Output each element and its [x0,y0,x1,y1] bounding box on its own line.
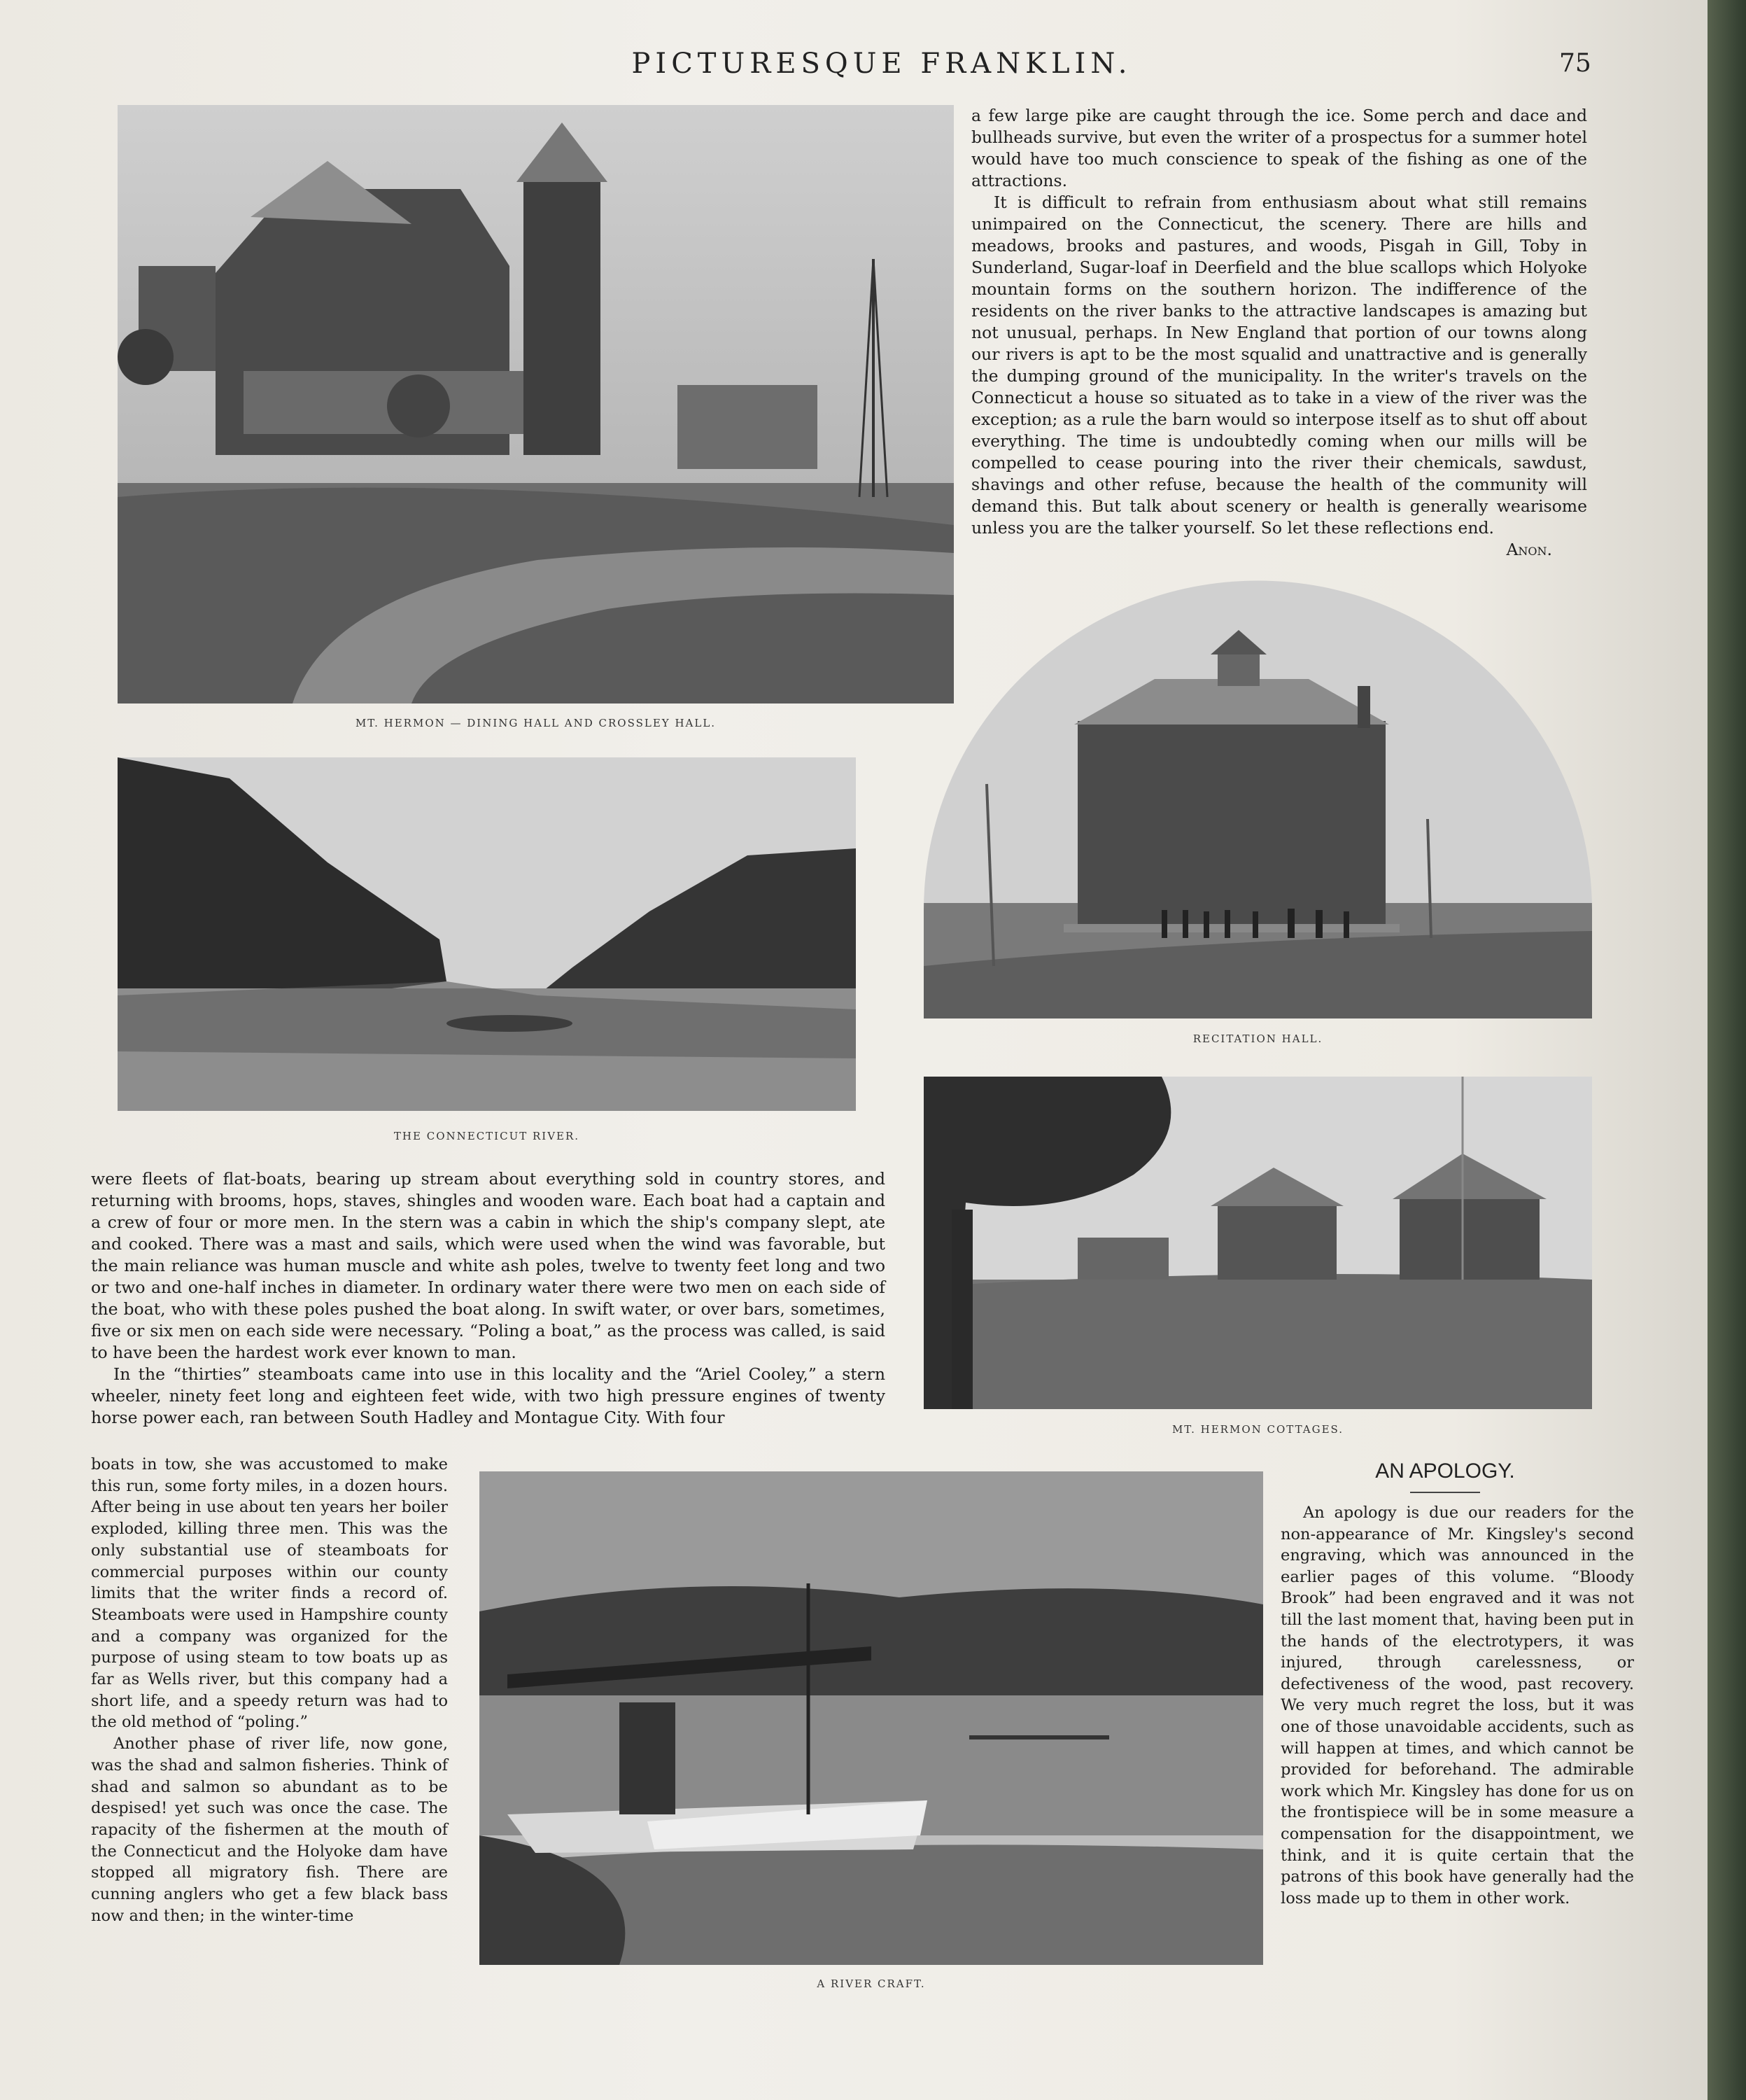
photo-river-craft [479,1471,1263,1965]
running-header: PICTURESQUE FRANKLIN. [631,48,1132,80]
paragraph: a few large pike are caught through the ice. Some perch and dace and bullheads survive, but even the writer of a prospectus for a summer hotel would have too much conscience to speak of the fishing as one of the attractions. [971,106,1587,190]
photo-mt-hermon-halls [118,105,954,704]
page-number: 75 [1559,49,1591,78]
paragraph: It is difficult to refrain from enthusiasm about what still remains unimpaired on the Connecticut, the scenery. There are hills and meadows, brooks and pastures, and woods, Pisgah in Gill, Toby in Sunderland, Sugar-loaf in Deerfield and the blue scallops which Holyoke mountain forms on the southern horizon. The indifference of the residents on the river banks to the attractive landscapes is amazing but not unusual, perhaps. In New England that portion of our towns along our rivers is apt to be the most squalid and unattractive and is generally the dumping ground of the municipality. In the writer's travels on the Connecticut a house so situated as to take in a view of the river was the exception; as a rule the barn would so interpose itself as to shut off about everything. The time is undoubtedly coming when our mills will be compelled to cease pouring into the river their chemicals, sawdust, shavings and other refuse, because the health of the community will demand this. But talk about scenery or health is generally wearisome unless you are the talker yourself. So let these reflections end. [971,192,1587,538]
paragraph: Another phase of river life, now gone, was the shad and salmon fisheries. Think of shad and salmon so abundant as to be despised! yet such was once the case. The rapacity of the fishermen at the mouth of the Connecticut and the Holyoke dam have stopped all migratory fish. There are cunning anglers who get a few black bass now and then; in the winter-time [91,1735,448,1925]
title-divider [1410,1492,1480,1493]
apology-text [1281,1502,1634,1909]
middle-text [91,1168,885,1429]
left-column-text [91,1454,448,1926]
photo-connecticut-river [118,757,856,1111]
signature: Anon. [1506,540,1552,559]
book-cover-edge [1708,0,1746,2100]
paragraph: In the “thirties” steamboats came into use in this locality and the “Ariel Cooley,” a stern wheeler, ninety feet long and eighteen feet wide, with two high pressure engines of twenty horse power each, ran between South Hadley and Montague City. With four [91,1364,885,1427]
apology-title: AN APOLOGY. [1375,1460,1515,1483]
photo-recitation-hall [924,574,1592,1018]
paragraph: were fleets of flat-boats, bearing up stream about everything sold in country stores, and returning with brooms, hops, staves, shingles and wooden ware. Each boat had a captain and a crew of four or more men. In the stern was a cabin in which the ship's company slept, ate and cooked. There was a mast and sails, which were used when the wind was favorable, but the main reliance was human muscle and white ash poles, twelve to twenty feet long and two or two and one-half inches in diameter. In ordinary water there were two men on each side of the boat, who with these poles pushed the boat along. In swift water, or over bars, sometimes, five or six men on each side were necessary. “Poling a boat,” as the process was called, is said to have been the hardest work ever known to man. [91,1169,885,1362]
paragraph: An apology is due our readers for the non-appearance of Mr. Kingsley's second engraving, which was announced in the earlier pages of this volume. “Bloody Brook” had been engraved and it was not till the last moment that, having been put in the hands of the electrotypers, it was injured, through carelessness, or defectiveness of the wood, past recovery. We very much regret the loss, but it was one of those unavoidable accidents, such as will happen at times, and which cannot be provided for beforehand. The admirable work which Mr. Kingsley has done for us on the frontispiece will be in some measure a compensation for the disappointment, we think, and it is quite certain that the patrons of this book have generally had the loss made up to them in other work. [1281,1504,1634,1907]
caption-mt-hermon-cottages: MT. HERMON COTTAGES. [1171,1423,1344,1436]
paragraph: boats in tow, she was accustomed to make this run, some forty miles, in a dozen hours. After being in use about ten years her boiler exploded, killing three men. This was the only substantial use of steamboats for commercial purposes within our county limits that the writer finds a record of. Steamboats were used in Hampshire county and a company was organized for the purpose of using steam to tow boats up as far as Wells river, but this company had a short life, and a speedy return was had to the old method of “poling.” [91,1455,448,1732]
caption-river-craft: A RIVER CRAFT. [817,1977,926,1990]
caption-mt-hermon-halls: MT. HERMON — DINING HALL AND CROSSLEY HALL. [355,717,717,729]
caption-recitation-hall: RECITATION HALL. [1192,1032,1323,1045]
photo-mt-hermon-cottages [924,1077,1592,1409]
caption-connecticut-river: THE CONNECTICUT RIVER. [393,1130,580,1142]
right-column-text [971,105,1587,561]
